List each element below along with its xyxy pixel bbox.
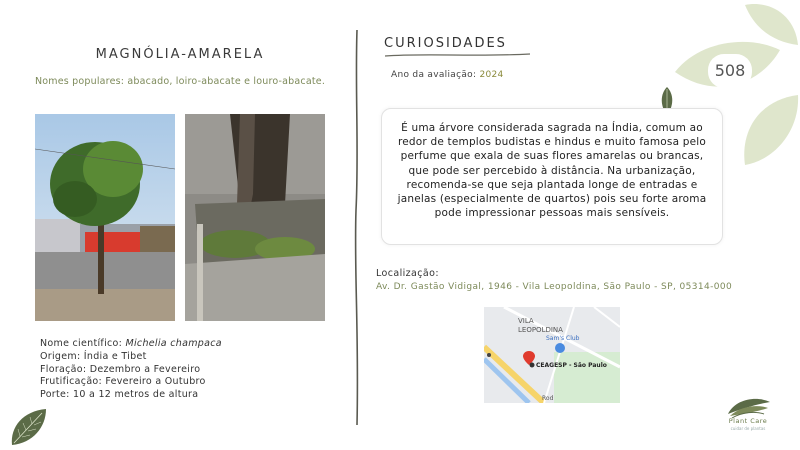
trunk-photo — [185, 114, 325, 321]
plant-facts — [40, 338, 222, 402]
place-marker-icon — [530, 363, 535, 368]
leaf-icon-bottom-left — [8, 405, 48, 447]
map-district-line2: LEOPOLDINA — [518, 326, 563, 334]
logo-name: Plant Care — [728, 417, 768, 425]
flowering: Floração: Dezembro a Fevereiro — [40, 363, 201, 375]
popular-names: Nomes populares: abacado, loiro-abacate e louro-abacate. — [34, 76, 326, 87]
map-store: Sam's Club — [546, 335, 580, 342]
map-road: Rod — [542, 395, 554, 402]
evaluation-year: Ano da avaliação: 2024 — [391, 70, 504, 80]
map-place: CEAGESP - São Paulo — [536, 362, 607, 369]
record-number-badge: 508 — [708, 54, 752, 88]
curiosities-box — [381, 108, 723, 245]
page-title: MAGNÓLIA-AMARELA — [95, 47, 265, 62]
location-label: Localização: — [376, 268, 439, 279]
scientific-name: Nome científico: Michelia champaca — [40, 338, 222, 349]
location-address[interactable]: Av. Dr. Gastão Vidigal, 1946 - Vila Leopoldina, São Paulo - SP, 05314-000 — [376, 282, 733, 292]
map-district-line1: VILA — [518, 317, 534, 325]
vertical-divider — [352, 30, 362, 425]
logo-tagline: cuidar de plantas — [730, 426, 766, 431]
leaf-shape-bottom — [744, 95, 798, 165]
store-pin-icon — [555, 343, 565, 353]
location-map[interactable] — [484, 307, 620, 403]
tree-photo — [35, 114, 175, 321]
leaf-shape-top — [745, 4, 798, 45]
curiosities-text: É uma árvore considerada sagrada na Índia, comum ao redor de templos budistas e hindus e muito famosa pelo perfume que exala de suas flores amarelas ou brancas, que pode ser percebido à distância. Na urbanização, recomenda-se que seja plantada longe de entradas e janelas (especialmente de quartos) pois seu forte aroma pode impressionar pessoas mais sensíveis. — [397, 122, 707, 220]
curiosities-title: CURIOSIDADES — [384, 36, 507, 51]
title-underline — [385, 52, 530, 58]
origin: Origem: Índia e Tibet — [40, 350, 147, 362]
fruiting: Frutificação: Fevereiro a Outubro — [40, 376, 206, 388]
tree-size: Porte: 10 a 12 metros de altura — [40, 389, 199, 401]
